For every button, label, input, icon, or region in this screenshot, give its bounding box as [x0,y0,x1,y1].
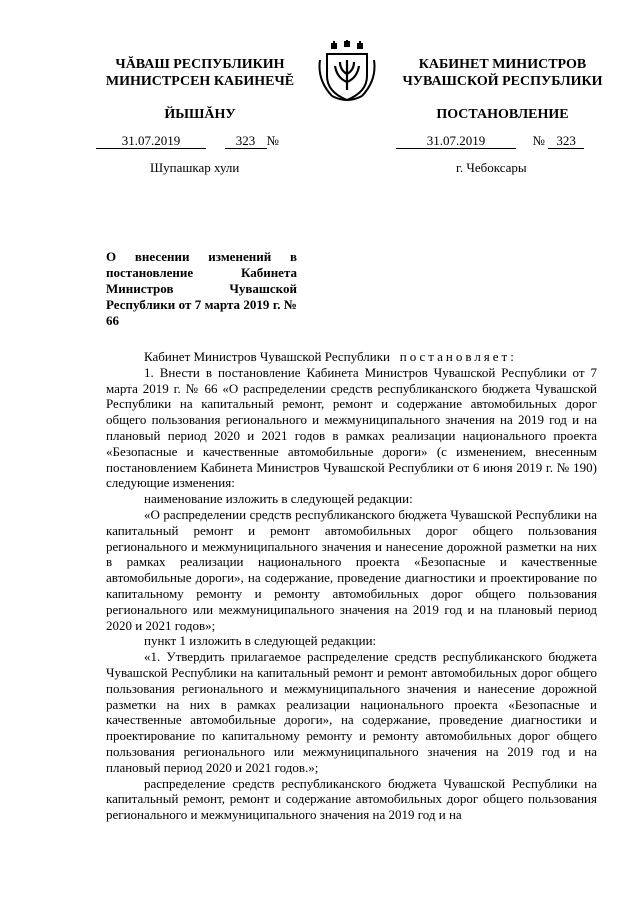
right-org-line1: КАБИНЕТ МИНИСТРОВ [418,57,587,72]
right-number: 323 [548,133,584,149]
coat-of-arms-emblem [318,40,376,104]
document-body [106,349,597,823]
left-date: 31.07.2019 [96,133,206,149]
intro-paragraph [106,349,597,365]
right-header [385,56,620,123]
left-date-number-line [96,133,279,149]
right-place: г. Чебоксары [456,160,527,175]
intro-lead: Кабинет Министров Чувашской Республики [144,349,390,364]
document-subject: О внесении изменений в постановление Кабинета Министров Чувашской Республики от 7 марта 2019 г. № 66 [106,249,297,328]
left-number: 323 [225,133,267,149]
right-date: 31.07.2019 [396,133,516,149]
paragraph-3: «О распределении средств республиканского бюджета Чувашской Республики на капитальный ремонт и ремонт автомобильных дорог общего пользования регионального и межмуниципального значения и нанесение дорожной разметки на них в рамках реализации национального проекта «Безопасные и качественные автомобильные дороги», на содержание, проведение диагностики и проектирование по капитальному ремонту и ремонту автомобильных дорог общего пользования регионального или межмуниципального значения на 2019 год и на плановый период 2020 и 2021 годов»; [106,506,597,633]
right-doc-type: ПОСТАНОВЛЕНИЕ [436,107,569,122]
right-org-line2: ЧУВАШСКОЙ РЕСПУБЛИКИ [402,74,603,89]
paragraph-2: наименование изложить в следующей редакции: [144,491,413,507]
left-header [100,56,300,123]
paragraph-1: 1. Внести в постановление Кабинета Министров Чувашской Республики от 7 марта 2019 г. № 66 «О распределении средств республиканского бюджета Чувашской Республики на капитальный ремонт, ремонт и содержание автомобильных дорог общего пользования регионального и межмуниципального значения на 2019 год и на плановый период 2020 и 2021 годов в рамках реализации национального проекта «Безопасные и качественные автомобильные дороги» (с изменением, внесенным постановлением Кабинета Министров Чувашской Республики от 6 июня 2019 г. № 190) следующие изменения: [106,364,597,491]
left-place: Шупашкар хули [150,160,240,175]
intro-verb: постановляет: [399,349,517,364]
paragraph-4: пункт 1 изложить в следующей редакции: [144,633,377,649]
left-org-line1: ЧĂВАШ РЕСПУБЛИКИН [115,57,285,72]
right-date-number-line [396,133,584,149]
left-org-line2: МИНИСТРСЕН КАБИНЕЧĔ [105,74,295,89]
paragraph-5: «1. Утвердить прилагаемое распределение средств республиканского бюджета Чувашской Республики на капитальный ремонт и ремонт автомобильных дорог общего пользования регионального и межмуниципального значения и нанесение дорожной разметки на них в рамках реализации национального проекта «Безопасные и качественные автомобильные дороги», на содержание, проведение диагностики и проектирование по капитальному ремонту и ремонту автомобильных дорог общего пользования регионального или межмуниципального значения на 2019 год и на плановый период 2020 и 2021 годов.»; [106,649,597,775]
left-number-sign: № [266,133,279,148]
paragraph-6: распределение средств республиканского бюджета Чувашской Республики на капитальный ремонт, ремонт и содержание автомобильных дорог общего пользования регионального и межмуниципального значения на 2019 год и на [106,775,597,823]
right-number-sign: № [532,133,545,148]
left-doc-type: ЙЫШĂНУ [164,107,236,122]
